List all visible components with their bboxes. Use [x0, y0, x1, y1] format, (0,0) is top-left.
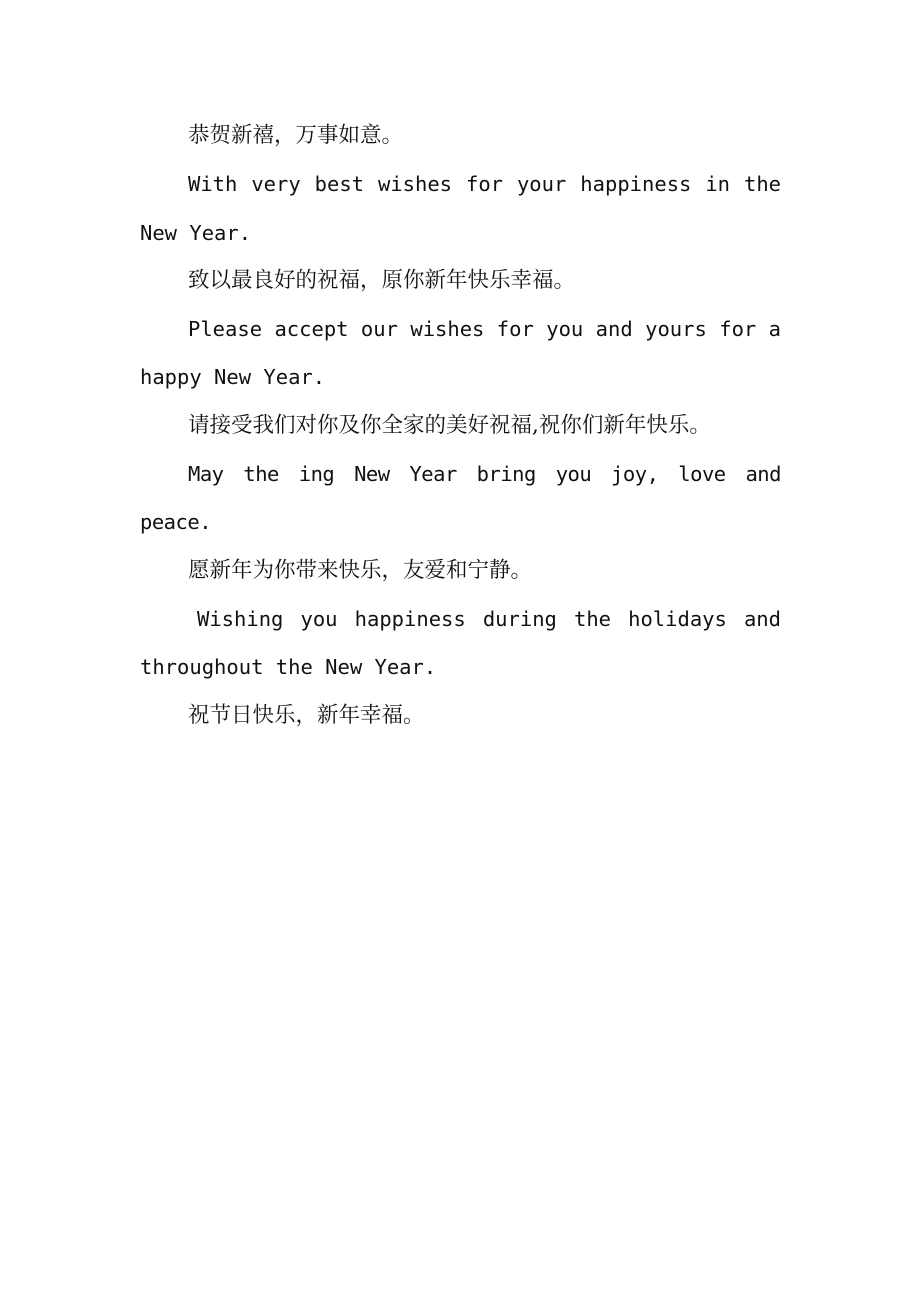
paragraph-greeting-3-zh: 请接受我们对你及你全家的美好祝福,祝你们新年快乐。 [188, 412, 711, 438]
paragraph-greeting-3-en: May the ing New Year bring you joy, love and peace. [140, 462, 781, 535]
paragraph-greeting-2-zh: 致以最良好的祝福，原你新年快乐幸福。 [188, 267, 576, 293]
document-body [140, 112, 781, 740]
paragraph-greeting-1-zh: 恭贺新禧，万事如意。 [188, 123, 404, 148]
paragraph-greeting-2-en: Please accept our wishes for you and yours for a happy New Year. [140, 317, 781, 390]
paragraph-greeting-4-en: Wishing you happiness during the holidays and throughout the New Year. [140, 606, 781, 680]
paragraph-greeting-4-zh: 愿新年为你带来快乐，友爱和宁静。 [188, 557, 533, 583]
paragraph-greeting-1-en: With very best wishes for your happiness in the New Year. [140, 172, 781, 245]
paragraph-greeting-5-zh: 祝节日快乐，新年幸福。 [188, 702, 425, 728]
